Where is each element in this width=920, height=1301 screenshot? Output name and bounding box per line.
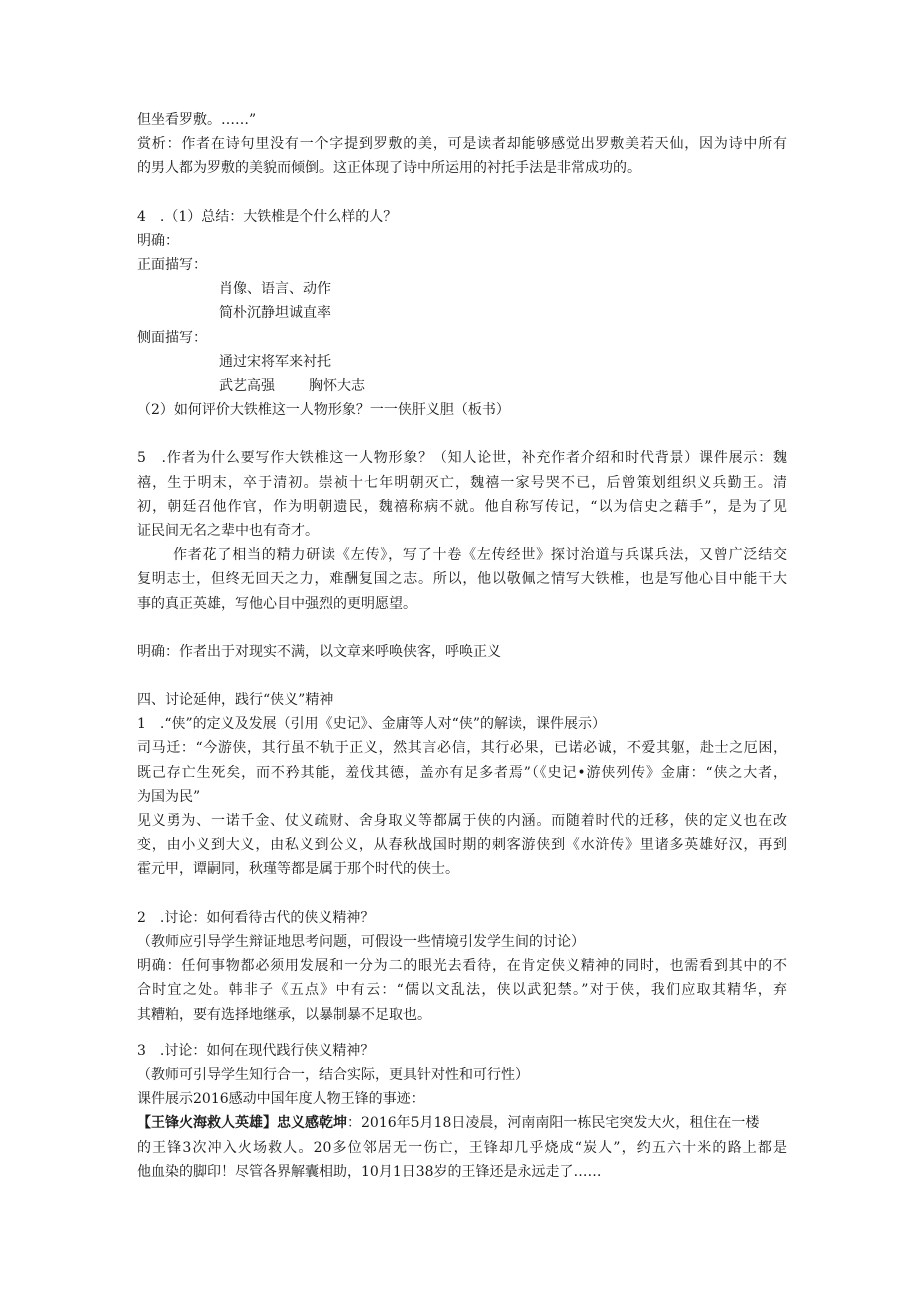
text-line: 既己存亡生死矣，而不矜其能，羞伐其德，盖亦有足多者焉”（《史记•游侠列传》金庸：“侠之大者， (137, 764, 787, 781)
text-line (137, 1111, 787, 1135)
board-note: 通过宋将军来衬托 (219, 353, 331, 370)
text-line: （2）如何评价大铁椎这一人物形象？一一侠肝义胆（板书） (137, 402, 510, 419)
subsection-heading: 1 .“侠”的定义及发展（引用《史记》、金庸等人对“侠”的解读，课件展示） (137, 716, 606, 733)
inline-text: ：2016年5月18日凌晨，河南南阳一栋民宅突发大火，租住在一楼 (347, 1115, 760, 1132)
subsection-heading: 3 .讨论：如何在现代践行侠义精神？ (137, 1042, 375, 1059)
section-heading-4: 4 .（1）总结：大铁椎是个什么样的人？ (137, 208, 398, 225)
text-line: 其糟粕，要有选择地继承，以暴制暴不足取也。 (137, 1006, 431, 1023)
text-line: 侧面描写： (137, 329, 207, 346)
text-line: （教师可引导学生知行合一，结合实际，更具针对性和可行性） (137, 1066, 529, 1083)
text-line: 初，朝廷召他作官，作为明朝遗民，魏禧称病不就。他自称写传记，“以为信史之藉手”，是为了见 (137, 498, 787, 515)
section-heading-5: 5 .作者为什么要写作大铁椎这一人物形象？（知人论世，补充作者介绍和时代背景）课件展示：魏 (137, 450, 787, 467)
text-line: 复明志士，但终无回天之力，难酬复国之志。所以，他以敬佩之情写大铁椎，也是写他心目中能干大 (137, 571, 787, 588)
text-line: 明确：作者出于对现实不满，以文章来呼唤侠客，呼唤正义 (137, 643, 501, 660)
text-line: 合时宜之处。韩非子《五点》中有云：“儒以文乱法，侠以武犯禁。”对于侠，我们应取其精华，弃 (137, 982, 787, 999)
text-line: 作者花了相当的精力研读《左传》，写了十卷《左传经世》探讨治道与兵谋兵法，又曾广泛结交 (173, 547, 787, 564)
text-line: 司马迁：“今游侠，其行虽不轨于正义，然其言必信，其行必果，已诺必诚，不爱其躯，赴士之厄困， (137, 740, 787, 757)
text-line: 变，由小义到大义，由私义到公义，从春秋战国时期的刺客游侠到《水浒传》里诸多英雄好汉，再到 (137, 837, 787, 854)
board-note (137, 374, 787, 398)
board-note: 简朴沉静坦诚直率 (219, 305, 331, 322)
text-line: 证民间无名之辈中也有奇才。 (137, 523, 319, 540)
text-line: 的王锋3次冲入火场救人。20多位邻居无一伤亡，王锋却几乎烧成“炭人”，约五六十米的路上都是 (137, 1139, 787, 1156)
board-note: 肖像、语言、动作 (219, 281, 331, 298)
text-line: 明确： (137, 232, 179, 249)
section-heading: 四、讨论延伸，践行“侠义”精神 (137, 692, 334, 709)
document-page (137, 108, 787, 1184)
text-line: 赏析：作者在诗句里没有一个字提到罗敷的美，可是读者却能够感觉出罗敷美若天仙，因为诗中所有 (137, 136, 787, 153)
subsection-heading: 2 .讨论：如何看待古代的侠义精神？ (137, 909, 375, 926)
text-line: 明确：任何事物都必须用发展和一分为二的眼光去看待，在肯定侠义精神的同时，也需看到其中的不 (137, 958, 787, 975)
text-line: 正面描写： (137, 257, 207, 274)
highlight-title: 【王锋火海救人英雄】忠义感乾坤 (137, 1115, 347, 1132)
text-line: （教师应引导学生辩证地思考问题，可假设一些情境引发学生间的讨论） (137, 933, 585, 950)
text-line: 事的真正英雄，写他心目中强烈的更明愿望。 (137, 595, 417, 612)
board-note-item: 武艺高强 (219, 378, 275, 395)
text-line: 霍元甲，谭嗣同，秋瑾等都是属于那个时代的侠士。 (137, 861, 459, 878)
board-note-item: 胸怀大志 (309, 378, 365, 395)
text-line: 但坐看罗敷。……” (137, 112, 257, 128)
text-line: 为国为民” (137, 788, 201, 805)
text-line: 禧，生于明末，卒于清初。崇祯十七年明朝灭亡，魏禧一家号哭不已，后曾策划组织义兵勤王。清 (137, 474, 787, 491)
text-line: 他血染的脚印！尽管各界解囊相助，10月1日38岁的王锋还是永远走了…… (137, 1163, 602, 1180)
text-line: 见义勇为、一诺千金、仗义疏财、舍身取义等都属于侠的内涵。而随着时代的迁移，侠的定义也在改 (137, 813, 787, 830)
text-line: 课件展示2016感动中国年度人物王锋的事迹： (137, 1091, 425, 1108)
text-line: 的男人都为罗敷的美貌而倾倒。这正体现了诗中所运用的衬托手法是非常成功的。 (137, 160, 641, 177)
